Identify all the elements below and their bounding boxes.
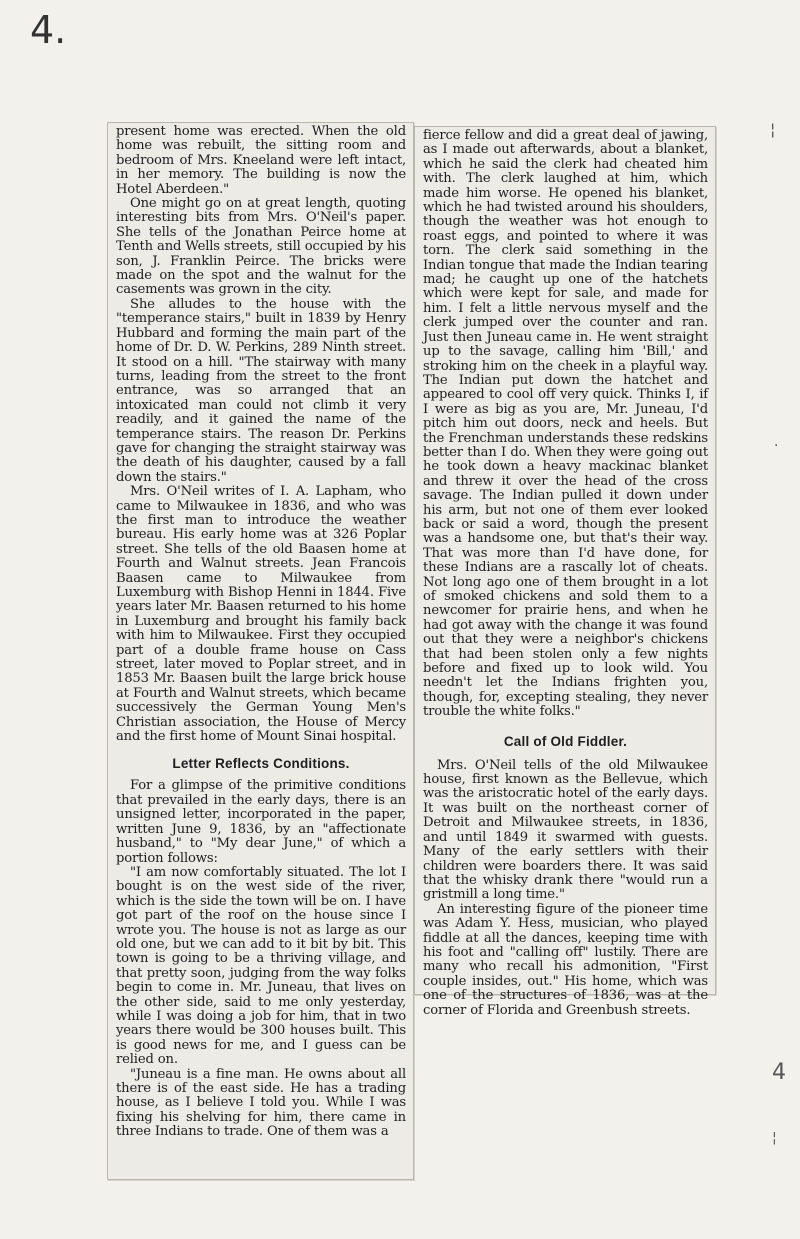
section-heading: Call of Old Fiddler. <box>503 733 628 749</box>
clipping-right-column <box>414 126 716 1018</box>
paragraph: present home was erected. When the old home was rebuilt, the sitting room and bedroom of Mrs. Kneeland were left intact, in her memory. The building is now the Hotel Aberdeen." <box>116 124 406 197</box>
paragraph: For a glimpse of the primitive conditions that prevailed in the early days, there is an unsigned letter, incorporated in the paper, written June 9, 1836, by an "affectionate husband," to "My dear June," of which a portion follows: <box>116 778 406 866</box>
page-number: 4. <box>30 8 67 52</box>
clipping-left-column <box>107 122 414 1180</box>
paragraph: fierce fellow and did a great deal of jawing, as I made out afterwards, about a blanket, which he said the clerk had cheated him with. The clerk laughed at him, which made him worse. He opened his blanket, which he had twisted around his shoulders, though the weather was hot enough to roast eggs, and pointed to where it was torn. The clerk said something in the Indian tongue that made the Indian tearing mad; he caught up one of the hatchets which were kept for sale, and made for him. I felt a little nervous myself and the clerk jumped over the counter and ran. Just then Juneau came in. He went straight up to the savage, calling him 'Bill,' and stroking him on the cheek in a playful way. The Indian put down the hatchet and appeared to cool off very quick. Thinks I, if I were as big as you are, Mr. Juneau, I'd pitch him out doors, neck and heels. But the Frenchman understands these redskins better than I do. When they were going out he took down a heavy mackinac blanket and threw it over the head of the cross savage. The Indian pulled it down under his arm, but not one of them ever looked back or said a word, though the present was a handsome one, but that's their way. That was more than I'd have done, for these Indians are a rascally lot of cheats. Not long ago one of them brought in a lot of smoked chickens and sold them to a newcomer for prairie hens, and when he had got away with the change it was found out that they were a neighbor's chickens that had been stolen only a few nights before and fixed up to look wild. You needn't let the Indians frighten you, though, for, excepting stealing, they never trouble the white folks." <box>423 128 708 720</box>
paragraph: She alludes to the house with the "temperance stairs," built in 1839 by Henry Hubbard and forming the main part of the home of Dr. D. W. Perkins, 289 Ninth street. It stood on a hill. "The stairway with many turns, leading from the street to the front entrance, was so arranged that an intoxicated man could not climb it very readily, and it gained the name of the temperance stairs. The reason Dr. Perkins gave for changing the straight stairway was the death of his daughter, caused by a fall down the stairs." <box>116 296 406 485</box>
right-column-text <box>415 127 715 1018</box>
paragraph: Mrs. O'Neil writes of I. A. Lapham, who came to Milwaukee in 1836, and who was the first man to introduce the weather bureau. His early home was at 326 Poplar street. She tells of the old Baasen home at Fourth and Walnut streets. Jean Francois Baasen came to Milwaukee from Luxemburg with Bishop Henni in 1844. Five years later Mr. Baasen returned to his home in Luxemburg and brought his family back with him to Milwaukee. First they occupied part of a double frame house on Cass street, later moved to Poplar street, and in 1853 Mr. Baasen built the large brick house at Fourth and Walnut streets, which became successively the German Young Men's Christian association, the House of Mercy and the first home of Mount Sinai hospital. <box>116 484 406 745</box>
paragraph: Mrs. O'Neil tells of the old Milwaukee house, first known as the Bellevue, which was the aristocratic hotel of the early days. It was built on the northeast corner of Detroit and Milwaukee streets, in 1836, and until 1849 it swarmed with guests. Many of the early settlers with their children were boarders there. It was said that the whisky drank there "would run a gristmill a long time." <box>423 757 708 903</box>
paragraph: "I am now comfortably situated. The lot I bought is on the west side of the river, which is the side the town will be on. I have got part of the roof on the house since I wrote you. The house is not as large as our old one, but we can add to it bit by bit. This town is going to be a thriving village, and that pretty soon, judging from the way folks begin to come in. Mr. Juneau, that lives on the other side, said to me only yesterday, while I was doing a job for him, that in two years there would be 300 houses built. This is good news for me, and I guess can be relied on. <box>116 864 406 1068</box>
paragraph: One might go on at great length, quoting interesting bits from Mrs. O'Neil's paper. She tells of the Jonathan Peirce home at Tenth and Wells streets, still occupied by his son, J. Franklin Peirce. The bricks were made on the spot and the walnut for the casements was grown in the city. <box>116 196 406 298</box>
section-heading: Letter Reflects Conditions. <box>172 756 350 772</box>
left-column-text <box>108 123 413 1140</box>
paragraph: An interesting figure of the pioneer time was Adam Y. Hess, musician, who played fiddle at all the dances, keeping time with his foot and "calling off" lustily. There are many who recall his admonition, "First couple insides, out." His home, which was one of the structures of 1836, was at the corner of Florida and Greenbush streets. <box>423 901 708 1018</box>
paragraph: "Juneau is a fine man. He owns about all there is of the east side. He has a trading house, as I believe I told you. While I was fixing his shelving for him, there came in three Indians to trade. One of them was a <box>116 1066 406 1140</box>
